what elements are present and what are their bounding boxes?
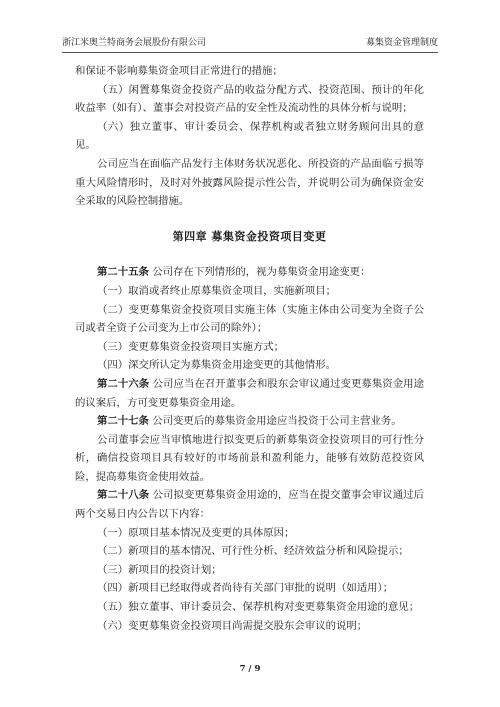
list-item: （二）变更募集资金投资项目实施主体（实施主体由公司变为全资子公司或者全资子公司变为上市公司的除外）； (75, 303, 424, 335)
paragraph: 公司应当在面临产品发行主体财务状况恶化、所投资的产品面临亏损等重大风险情形时，及时对外披露风险提示性公告，并说明公司为确保资金安全采取的风险控制措施。 (75, 157, 424, 208)
chapter-heading: 第四章 募集资金投资项目变更 (172, 229, 327, 243)
header-document-title: 募集资金管理制度 (365, 38, 438, 48)
page-header (62, 36, 438, 50)
list-item: （一）原项目基本情况及变更的具体原因； (97, 526, 295, 539)
paragraph: 和保证不影响募集资金项目正常进行的措施； (75, 65, 283, 77)
article-number: 第二十七条 (97, 415, 149, 428)
header-divider (62, 52, 438, 53)
article-text: 公司拟变更募集资金用途的，应当在提交董事会审议通过后两个交易日内公告以下内容： (75, 489, 424, 521)
header-company-name: 浙江米奥兰特商务会展股份有限公司 (62, 38, 207, 48)
article-text: 公司存在下列情形的，视为募集资金用途变更： (148, 266, 371, 279)
list-item: （五）闲置募集资金投资产品的收益分配方式、投资范围、预计的年化收益率（如有）、董事会对投资产品的安全性及流动性的具体分析与说明； (75, 83, 424, 115)
list-item: （三）变更募集资金投资项目实施方式； (97, 340, 285, 353)
article-number: 第二十五条 (97, 266, 149, 279)
page-number: 7 / 9 (239, 664, 261, 674)
article-25 (75, 263, 424, 282)
list-item: （四）深交所认定为募集资金用途变更的其他情形。 (97, 359, 336, 372)
list-item: （一）取消或者终止原募集资金项目，实施新项目； (97, 284, 336, 297)
list-item: （六）独立董事、审计委员会、保荐机构或者独立财务顾问出具的意见。 (75, 120, 424, 152)
list-item: （五）独立董事、审计委员会、保荐机构对变更募集资金用途的意见； (97, 601, 420, 614)
list-item: （三）新项目的投资计划； (97, 563, 222, 576)
article-text: 公司变更后的募集资金用途应当投资于公司主营业务。 (148, 415, 402, 428)
article-27 (75, 412, 424, 431)
article-number: 第二十六条 (97, 377, 150, 390)
article-28 (75, 486, 424, 523)
list-item: （四）新项目已经取得或者尚待有关部门审批的说明（如适用）； (97, 582, 394, 595)
article-number: 第二十八条 (97, 489, 150, 502)
list-item: （二）新项目的基本情况、可行性分析、经济效益分析和风险提示； (97, 545, 409, 558)
article-text: 公司应当在召开董事会和股东会审议通过变更募集资金用途的议案后，方可变更募集资金用途。 (75, 377, 424, 409)
list-item: （六）变更募集资金投资项目尚需提交股东会审议的说明； (97, 619, 368, 632)
paragraph: 公司董事会应当审慎地进行拟变更后的新募集资金投资项目的可行性分析，确信投资项目具有较好的市场前景和盈利能力，能够有效防范投资风险，提高募集资金使用效益。 (75, 433, 424, 483)
document-body (75, 62, 424, 635)
article-26 (75, 375, 424, 412)
